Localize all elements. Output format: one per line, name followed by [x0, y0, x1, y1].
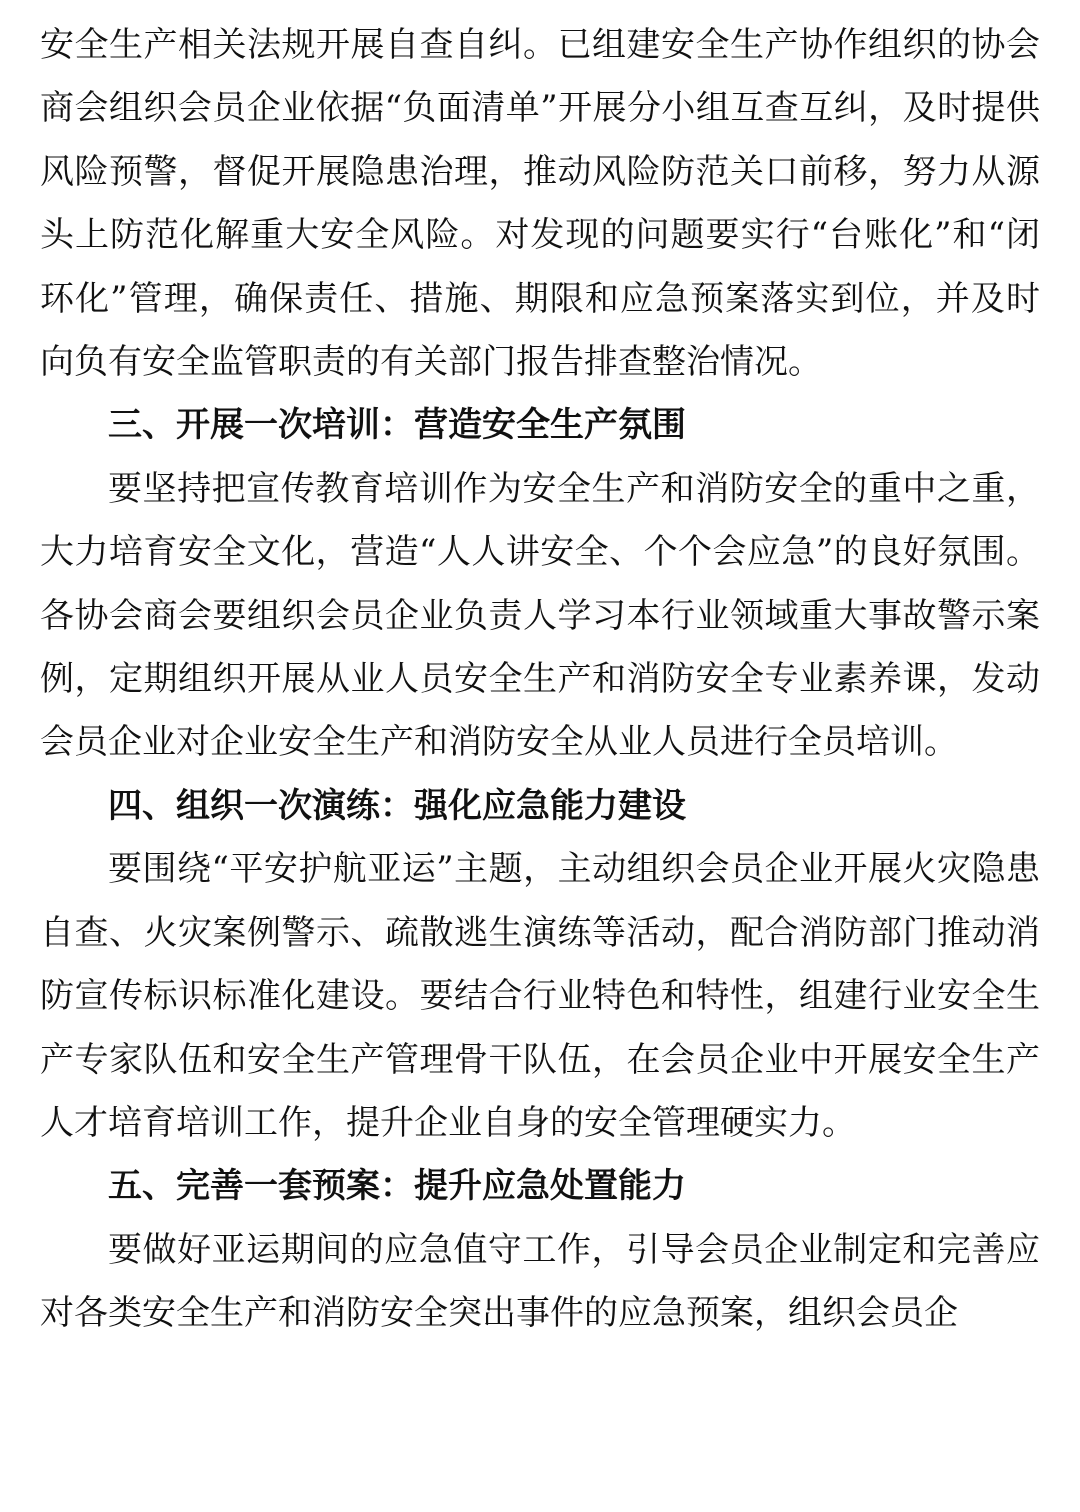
- document-page: [40, 14, 1040, 1346]
- paragraph-emergency-plan: 要做好亚运期间的应急值守工作，引导会员企业制定和完善应对各类安全生产和消防安全突出事件的应急预案，组织会员企: [40, 1229, 1040, 1334]
- section-heading-training: 三、开展一次培训：营造安全生产氛围: [108, 405, 686, 446]
- section-heading-drill: 四、组织一次演练：强化应急能力建设: [108, 785, 686, 826]
- paragraph-drill: 要围绕“平安护航亚运”主题，主动组织会员企业开展火灾隐患自查、火灾案例警示、疏散逃生演练等活动，配合消防部门推动消防宣传标识标准化建设。要结合行业特色和特性，组建行业安全生产专家队伍和安全生产管理骨干队伍，在会员企业中开展安全生产人才培育培训工作，提升企业自身的安全管理硬实力。: [40, 849, 1040, 1143]
- paragraph-training: 要坚持把宣传教育培训作为安全生产和消防安全的重中之重，大力培育安全文化，营造“人人讲安全、个个会应急”的良好氛围。各协会商会要组织会员企业负责人学习本行业领域重大事故警示案例，定期组织开展从业人员安全生产和消防安全专业素养课，发动会员企业对企业安全生产和消防安全从业人员进行全员培训。: [40, 468, 1040, 763]
- section-heading-emergency-plan: 五、完善一套预案：提升应急处置能力: [108, 1166, 686, 1207]
- paragraph-self-inspection: 安全生产相关法规开展自查自纠。已组建安全生产协作组织的协会商会组织会员企业依据“负面清单”开展分小组互查互纠，及时提供风险预警，督促开展隐患治理，推动风险防范关口前移，努力从源头上防范化解重大安全风险。对发现的问题要实行“台账化”和“闭环化”管理，确保责任、措施、期限和应急预案落实到位，并及时向负有安全监管职责的有关部门报告排查整治情况。: [40, 25, 1040, 383]
